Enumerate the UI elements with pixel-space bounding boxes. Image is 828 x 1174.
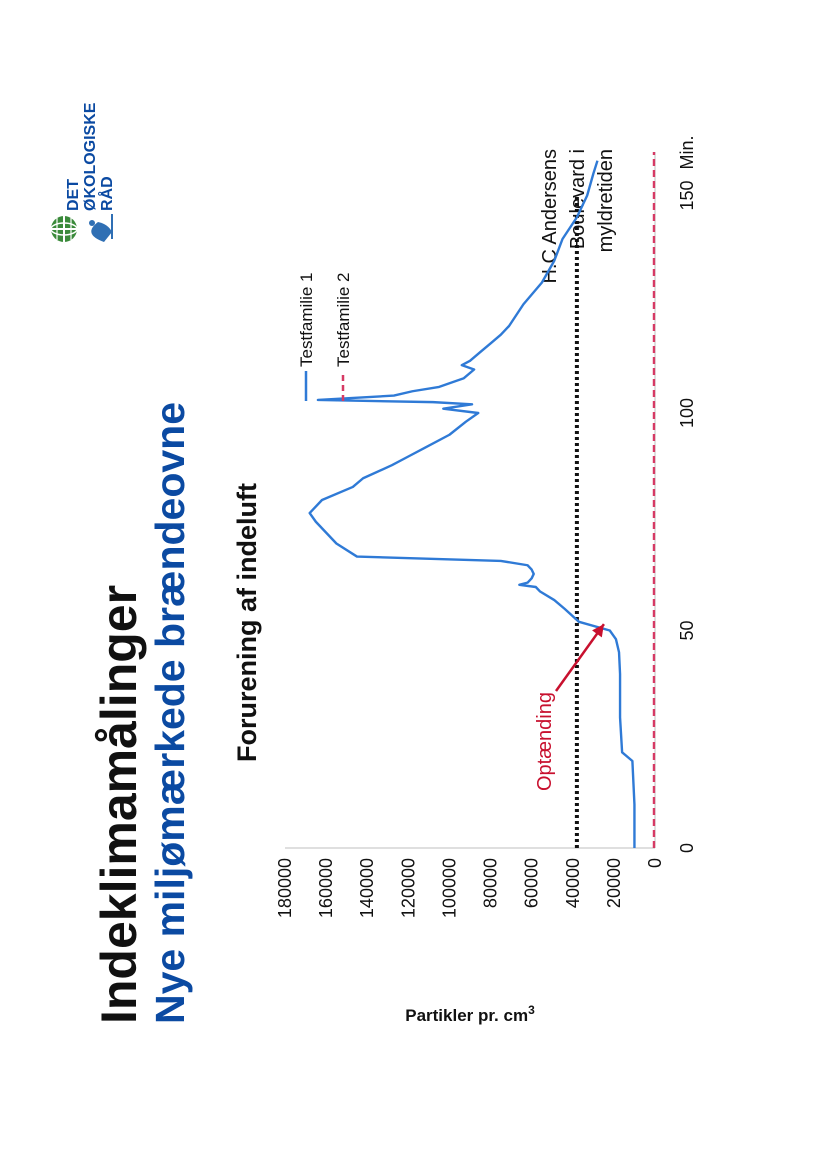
- chart: [275, 135, 697, 1025]
- y-tick-label: 60000: [521, 858, 542, 909]
- y-tick-label: 160000: [316, 858, 337, 919]
- annotation-label: Optænding: [534, 692, 556, 791]
- y-axis-label-superscript: 3: [528, 1003, 535, 1017]
- y-axis-label-main: Partikler pr. cm: [405, 1006, 529, 1025]
- reference-label-line: myldretiden: [595, 149, 617, 253]
- legend-label-2: Testfamilie 2: [334, 272, 353, 367]
- x-tick-label: 0: [677, 842, 697, 854]
- logo-text-line-1: DET: [65, 179, 82, 211]
- title-line-2: Nye miljømærkede brændeovne: [147, 401, 193, 1024]
- y-tick-label: 40000: [562, 858, 583, 909]
- logo-text-line-2: ØKOLOGISKE: [82, 102, 99, 211]
- y-axis-label: [405, 1003, 535, 1025]
- logo: [51, 102, 116, 242]
- reference-label-line: H.C Andersens: [539, 149, 561, 284]
- y-tick-label: 180000: [275, 858, 295, 919]
- y-tick-label: 120000: [398, 858, 419, 919]
- annotation-arrow-shaft: [556, 624, 604, 691]
- y-tick-label: 140000: [357, 858, 378, 919]
- chart-title: Forurening af indeluft: [232, 483, 262, 762]
- globe-icon: [51, 216, 77, 242]
- y-tick-label: 0: [645, 858, 665, 869]
- legend-label-1: Testfamilie 1: [297, 272, 316, 367]
- y-tick-label: 20000: [603, 858, 624, 909]
- x-tick-label: 150: [677, 180, 697, 211]
- figure-icon: [89, 214, 112, 242]
- y-tick-label: 100000: [439, 858, 460, 919]
- x-axis-label: Min.: [677, 135, 697, 170]
- rotated-slide: [51, 102, 697, 1025]
- series-line-1: [310, 161, 635, 848]
- y-tick-label: 80000: [480, 858, 501, 909]
- logo-text-line-3: RÅD: [99, 176, 116, 211]
- reference-label-line: Boulevard i: [567, 149, 589, 250]
- x-tick-label: 100: [677, 397, 697, 429]
- title-line-1: Indeklimamålinger: [91, 584, 147, 1024]
- x-tick-label: 50: [677, 620, 697, 641]
